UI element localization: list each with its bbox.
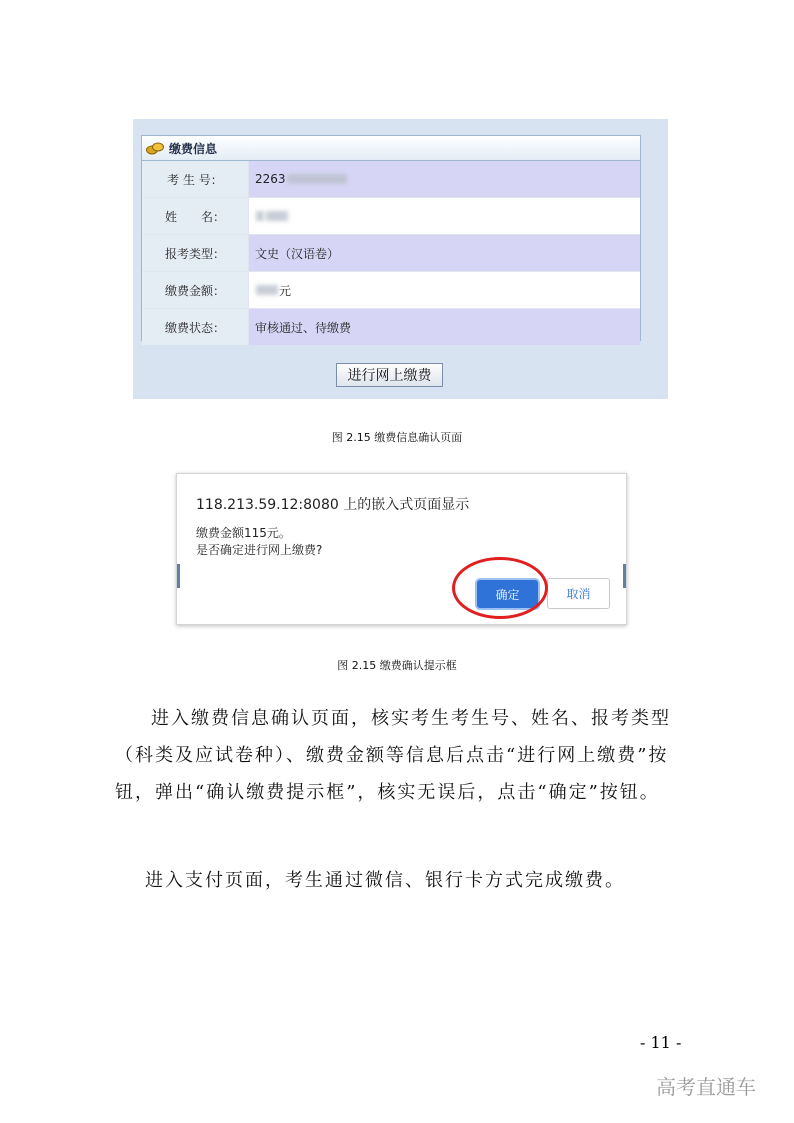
label-status: 缴费状态： <box>142 309 249 345</box>
dialog-message-line2: 是否确定进行网上缴费? <box>196 543 323 557</box>
ok-button[interactable]: 确定 <box>477 580 538 608</box>
row-exam-type <box>142 235 640 272</box>
watermark: 高考直通车 <box>656 1075 756 1099</box>
figure1-caption: 图 2.15 缴费信息确认页面 <box>331 431 463 444</box>
value-amount <box>249 272 640 308</box>
amount-text: 元 <box>279 283 292 298</box>
redacted-mask <box>266 211 288 221</box>
label-candidate-number: 考 生 号： <box>142 161 249 197</box>
dialog-message-line1: 缴费金额115元。 <box>196 526 291 540</box>
background-edge <box>177 564 180 588</box>
dialog-message <box>196 525 322 559</box>
candidate-number-text: 2263 <box>255 172 286 186</box>
online-payment-button[interactable]: 进行网上缴费 <box>336 363 443 387</box>
row-candidate-number <box>142 161 640 198</box>
confirm-dialog-screenshot <box>176 473 627 625</box>
panel-header <box>142 136 640 161</box>
label-exam-type: 报考类型： <box>142 235 249 271</box>
figure2-caption: 图 2.15 缴费确认提示框 <box>337 659 457 672</box>
row-name <box>142 198 640 235</box>
dialog-title: 118.213.59.12:8080 上的嵌入式页面显示 <box>196 497 470 513</box>
value-candidate-number <box>249 161 640 197</box>
label-name: 姓 名： <box>142 198 249 234</box>
redacted-mask <box>287 174 347 184</box>
redacted-mask <box>256 211 264 221</box>
label-amount: 缴费金额： <box>142 272 249 308</box>
body-paragraph-2: 进入支付页面，考生通过微信、银行卡方式完成缴费。 <box>145 870 625 891</box>
row-amount <box>142 272 640 309</box>
background-edge <box>623 564 626 588</box>
value-name <box>249 198 640 234</box>
page-number: - 11 - <box>640 1033 682 1052</box>
cancel-button[interactable]: 取消 <box>547 578 610 609</box>
coins-icon <box>146 141 164 155</box>
payment-info-screenshot <box>133 119 668 399</box>
panel-title: 缴费信息 <box>169 141 218 156</box>
value-status: 审核通过、待缴费 <box>249 309 640 345</box>
body-paragraph-1: 进入缴费信息确认页面，核实考生考生号、姓名、报考类型（科类及应试卷种）、缴费金额等信息后点击“进行网上缴费”按钮，弹出“确认缴费提示框”，核实无误后，点击“确定”按钮。 <box>115 708 671 803</box>
payment-info-panel <box>141 135 641 341</box>
row-status <box>142 309 640 345</box>
value-exam-type: 文史（汉语卷） <box>249 235 640 271</box>
highlight-circle <box>452 557 548 619</box>
redacted-mask <box>256 285 278 295</box>
